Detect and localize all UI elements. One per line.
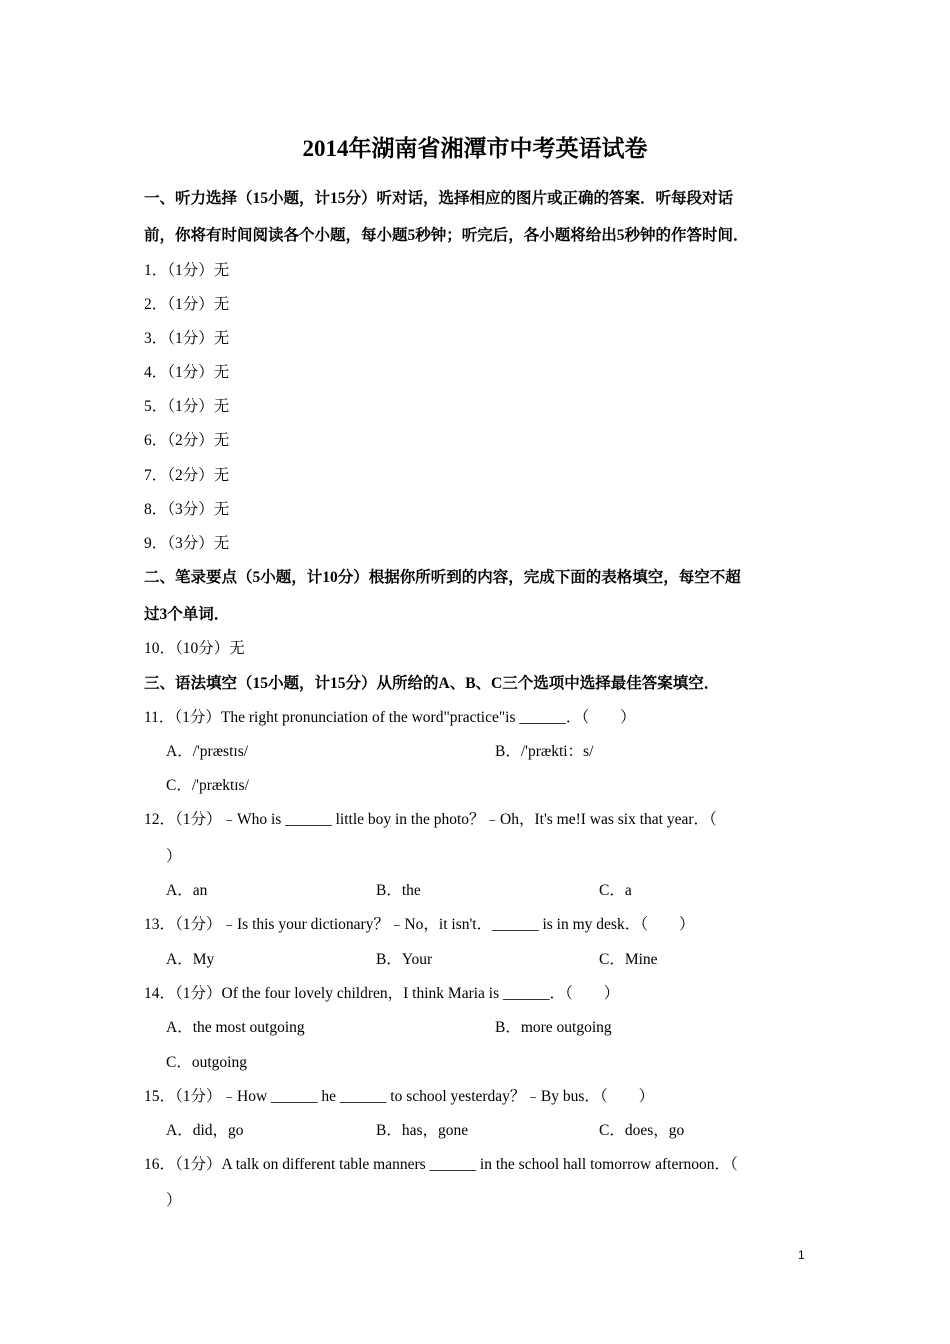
listening-item: 5．（1分）无 (144, 398, 230, 415)
section2-instructions-line2: 过3个单词． (144, 606, 230, 623)
question-12-option-b: B．the (376, 882, 421, 899)
question-12-stem-close: ） (166, 848, 182, 865)
question-12-option-c: C．a (599, 882, 632, 899)
question-15-stem: 15．（1分）﹣How ______ he ______ to school yesterday？﹣By bus．（ ） (144, 1088, 655, 1105)
question-15-option-a: A．did，go (166, 1122, 244, 1139)
question-13-stem: 13．（1分）﹣Is this your dictionary？﹣No，it isn't．______ is in my desk．（ ） (144, 916, 695, 933)
question-11-stem: 11．（1分）The right pronunciation of the word"practice"is ______．（ ） (144, 709, 636, 726)
question-16-stem: 16．（1分）A talk on different table manners ______ in the school hall tomorrow afternoon．（ (144, 1156, 738, 1173)
listening-item: 8．（3分）无 (144, 501, 230, 518)
question-12-stem: 12．（1分）﹣Who is ______ little boy in the photo？﹣Oh，It's me!I was six that year．（ (144, 811, 717, 828)
question-15-option-b: B．has，gone (376, 1122, 469, 1139)
section1-instructions-line1: 一、听力选择（15小题，计15分）听对话，选择相应的图片或正确的答案．听每段对话 (144, 190, 734, 207)
question-14-option-b: B．more outgoing (495, 1019, 612, 1036)
question-14-stem: 14．（1分）Of the four lovely children，I think Maria is ______．（ ） (144, 985, 620, 1002)
question-16-stem-close: ） (166, 1192, 182, 1209)
section2-instructions-line1: 二、笔录要点（5小题，计10分）根据你所听到的内容，完成下面的表格填空，每空不超 (144, 569, 741, 586)
question-12-option-a: A．an (166, 882, 208, 899)
listening-item: 2．（1分）无 (144, 296, 230, 313)
question-15-option-c: C．does，go (599, 1122, 685, 1139)
section3-heading: 三、语法填空（15小题，计15分）从所给的A、B、C三个选项中选择最佳答案填空． (144, 675, 720, 692)
question-13-option-c: C．Mine (599, 951, 658, 968)
question-13-option-a: A．My (166, 951, 215, 968)
question-11-option-b: B．/'prækti：s/ (495, 743, 594, 760)
listening-item: 4．（1分）无 (144, 364, 230, 381)
listening-item: 7．（2分）无 (144, 467, 230, 484)
section1-instructions-line2: 前，你将有时间阅读各个小题，每小题5秒钟；听完后，各小题将给出5秒钟的作答时间． (144, 227, 749, 244)
question-11-option-c: C．/'præktɪs/ (166, 777, 249, 794)
question-14-option-a: A．the most outgoing (166, 1019, 305, 1036)
listening-item: 9．（3分）无 (144, 535, 230, 552)
page-number: 1 (798, 1248, 805, 1262)
question-11-option-a: A．/'præstɪs/ (166, 743, 249, 760)
page-title: 2014年湖南省湘潭市中考英语试卷 (302, 136, 648, 161)
listening-item: 3．（1分）无 (144, 330, 230, 347)
listening-item: 6．（2分）无 (144, 432, 230, 449)
question-13-option-b: B．Your (376, 951, 433, 968)
question-14-option-c: C．outgoing (166, 1054, 247, 1071)
question-10: 10．（10分）无 (144, 640, 245, 657)
listening-item: 1．（1分）无 (144, 262, 230, 279)
